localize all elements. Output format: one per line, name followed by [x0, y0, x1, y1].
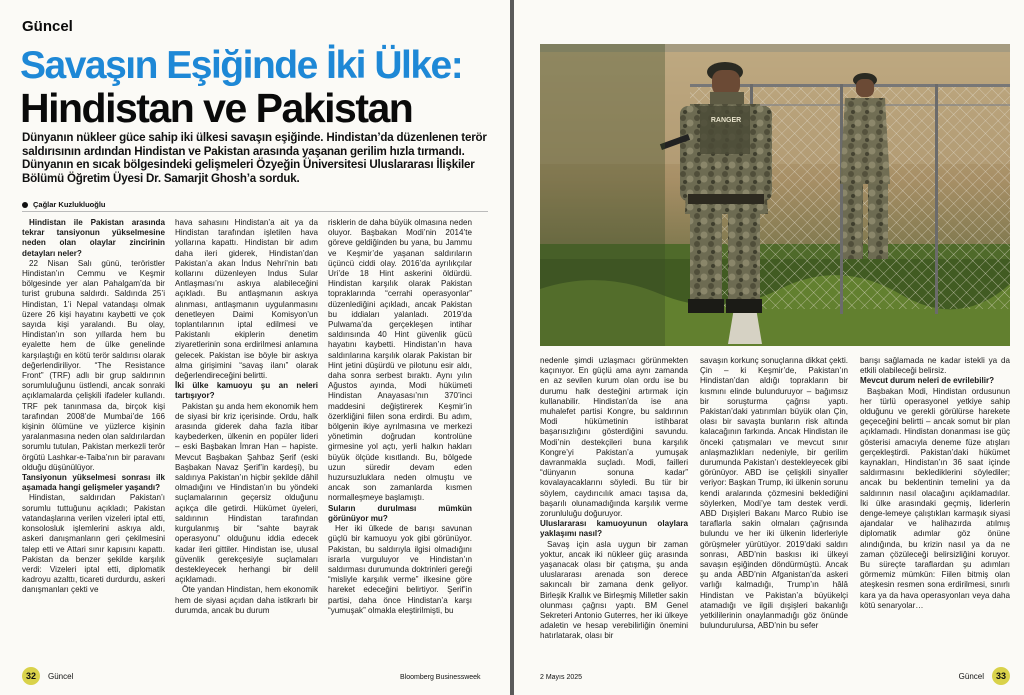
- left-page: [0, 0, 510, 695]
- question-heading: Hindistan ile Pakistan arasında tekrar tansiyonun yükselmesine neden olan olaylar zincirinin detayları neler?: [22, 218, 165, 258]
- folio-section-right: Güncel: [958, 671, 984, 681]
- body-paragraph: Hindistan, saldırıdan Pakistan’ı sorumlu tuttuğunu açıkladı; Pakistan vatandaşlarına verilen vizeleri iptal etti, konsolosluk işlemlerini askıya aldı, askeri danışmanların geri çekilmesini talep etti ve Attari sınır kapısını kapattı. Pakistan da benzer şekilde karşılık verdi: Vizeleri iptal etti, diplomatik kadroyu azalttı, ticareti durdurdu, askeri danışmanları çekti ve: [22, 493, 165, 595]
- body-paragraph: savaşın korkunç sonuçlarına dikkat çekti. Çin – ki Keşmir’de, Pakistan’ın Hindistan’dan aldığı toprakların bir kısmını elinde bulunduruyor – bağımsız bir soruşturma çağrısı yaptı. Pakistan’daki yatırımları büyük olan Çin, olası bir savaşta bunların risk altında kalacağının farkında. Ancak Hindistan ile önceki çatışmaları ve mevcut sınır anlaşmazlıkları nedeniyle, bir gerilim durumunda Pakistan’ı destekleyecek gibi görünüyor. ABD ise çelişkili sinyaller veriyor: Başkan Trump, iki ülkenin sorunu kendi aralarında çözmesini beklediğini söylerken, Modi’ye tam destek verdi. ABD Dışişleri Bakanı Marco Rubio ise taraflarla sakin olmaları çağrısında bulundu ve her iki ülkenin liderleriyle görüşmeler yürütüyor. 2019’daki saldırı sonrası, ABD’nin baskısı iki ülkeyi savaşın eşiğinden döndürmüştü. Ancak şu anda ABD’nin Afganistan’da askeri varlığı kalmadığı, Trump’ın hâlâ Hindistan ve Pakistan’a büyükelçi atamadığı ve ilgili dışişleri bakanlığı yetkililerinin onaylanmadığı göz önünde bulundurulursa, ABD’nin bu sefer: [700, 356, 848, 631]
- byline-rule: [22, 211, 488, 212]
- byline: [22, 200, 106, 209]
- right-folio: [959, 667, 1010, 685]
- right-page: [514, 0, 1024, 695]
- headline-line-1: Savaşın Eşiğinde İki Ülke:: [20, 44, 463, 87]
- publication-name: Bloomberg Businessweek: [400, 674, 481, 681]
- body-paragraph: Pakistan şu anda hem ekonomik hem de siyasi bir kriz içerisinde. Ordu, halk arasında giderek daha fazla itibar kaybederken, ülkenin en popüler lideri – eski Başbakan İmran Han – hapiste. Mevcut Başbakan Şahbaz Şerif (eski Başbakan Navaz Şerif’in kardeşi), bu saldırıya Pakistan’ın hiçbir şekilde dâhil olmadığını ve Hindistan’ın bu yöndeki suçlamalarının geçersiz olduğunu açıkça dile getirdi. Hükümet üyeleri, saldırının Hindistan tarafından kurgulanmış bir “sahte bayrak operasyonu” olduğunu iddia edecek kadar ileri gittiler. Hindistan ise, ulusal güvenlik gerekçesiyle suçlamaları destekleyecek herhangi bir delil açıklamadı.: [175, 401, 318, 585]
- lead-paragraph: Dünyanın nükleer güce sahip iki ülkesi savaşın eşiğinde. Hindistan’da düzenlenen terör saldırısının ardından Hindistan ve Pakistan arasında yaşanan gerilim hızla tırmandı. Dünyanın en sıcak bölgesindeki gelişmeleri Özyeğin Üniversitesi Uluslararası İlişkiler Bölümü Öğretim Üyesi Dr. Samarjit Ghosh’a sorduk.: [22, 131, 487, 185]
- folio-section-left: Güncel: [48, 671, 74, 681]
- question-heading: İki ülke kamuoyu şu an neleri tartışıyor?: [175, 381, 318, 401]
- body-paragraph: hava sahasını Hindistan’a ait ya da Hindistan tarafından işletilen hava yollarına kapattı. Hindistan bir adım daha ileri giderek, Hindistan’dan Pakistan’a akan İndus Nehri’nin batı kollarını düzenleyen Indus Sular Antlaşması’nı askıya alabileceğini açıkladı. Bu antlaşmanın askıya alınması, antlaşmanın uygulanmasını denetleyen Daimi Komisyon’un toplantılarının iptal edilmesi ve Pakistanlı ekiplerin denetim ziyaretlerinin sona erdirilmesi anlamına gelecek. Pakistan ise böyle bir askıya alma girişimini “savaş ilanı” olarak değerlendireceğini belirtti.: [175, 218, 318, 381]
- photo-illustration: [540, 44, 1010, 346]
- body-paragraph: 22 Nisan Salı günü, teröristler Hindistan’ın Cemmu ve Keşmir bölgesinde yer alan Pahalgam’da bir turist grubuna saldırdı. Saldırıda 25’i Hindistan, 1’i Nepal vatandaşı olmak üzere 26 kişi hayatını kaybetti ve çok sayıda kişi yaralandı. Bu olay, Hindistan’ın son yıllarda hem bu eyalette hem de ülke genelinde karşılaştığı en kötü terör saldırısı olarak değerlendiriliyor. “The Resistance Front” (TRF) adlı bir grup saldırının sorumluluğunu üstlendi, ancak sonraki açıklamalarda çelişkili ifadeler kullandı. TRF pek tanınmasa da, birçok kişi tarafından 2008’de Mumbai’de 166 kişinin ölümüne ve yüzlerce kişinin yaralanmasına neden olan saldırılardan sorumlu tutulan, Pakistan merkezli terör örgütü Lashkar-e-Taiba’nın bir paravanı olduğu düşünülüyor.: [22, 258, 165, 472]
- ranger-patch: RANGER: [710, 117, 742, 124]
- column-5: [700, 356, 848, 631]
- headline-line-2: Hindistan ve Pakistan: [20, 85, 413, 131]
- section-tag: Güncel: [22, 18, 73, 35]
- question-heading: Suların durulması mümkün görünüyor mu?: [328, 503, 472, 523]
- column-4: [540, 356, 688, 642]
- column-2: [175, 218, 318, 616]
- byline-bullet-icon: [22, 202, 28, 208]
- question-heading: Uluslararası kamuoyunun olaylara yaklaşımı nasıl?: [540, 519, 688, 539]
- question-heading: Mevcut durum neleri de evrilebilir?: [860, 376, 995, 386]
- page-number-right: 33: [992, 667, 1010, 685]
- byline-author: Çağlar Kuzlukluoğlu: [33, 200, 106, 209]
- page-number-left: 32: [22, 667, 40, 685]
- column-1: [22, 218, 165, 596]
- question-heading: Tansiyonun yükselmesi sonrası ilk aşamada hangi gelişmeler yaşandı?: [22, 473, 165, 493]
- publication-date: 2 Mayıs 2025: [540, 674, 583, 681]
- body-paragraph: Öte yandan Hindistan, hem ekonomik hem de siyasi açıdan daha istikrarlı bir durumda, ancak bu durum: [175, 585, 318, 615]
- body-paragraph: risklerin de daha büyük olmasına neden oluyor. Başbakan Modi’nin 2014’te göreve geldiğinden bu yana, bu Jammu ve Keşmir’de yaşanan saldırıların üçüncü ciddi olay. 2016’da ayrılıkçılar Uri’de 18 Hint askerini öldürdü. Hindistan karşılık olarak Pakistan topraklarında “cerrahi operasyonlar” düzenlediğini açıkladı, ancak Pakistan bu iddiaları yalanladı. 2019’da Pulwama’da gerçekleşen intihar saldırısında 40 Hint güvenlik gücü hayatını kaybetti. Hindistan’ın hava saldırılarına karşılık olarak Pakistan bir Hint jetini düşürdü ve pilotunu esir aldı, daha sonra serbest bıraktı. Aynı yılın Ağustos ayında, Modi hükümeti Hindistan Anayasası’nın 370’inci maddesini değiştirerek Keşmir’in özerkliğini fiilen sona erdirdi. Bu adım, bölgenin ikiye ayrılmasına ve merkezi yönetimin doğrudan kontrolüne girmesine yol açtı, yerli halkın hakları büyük ölçüde kısıtlandı. Bu, bölgede uzun süredir devam eden huzursuzluklara neden olmuştu ve ancak son zamanlarda kısmen normalleşmeye başlamıştı.: [328, 218, 472, 503]
- body-paragraph: barışı sağlamada ne kadar istekli ya da etkili olabileceği belirsiz.: [860, 356, 1010, 376]
- column-6: [860, 356, 1010, 611]
- photo-border-guards: [540, 44, 1010, 346]
- body-paragraph: Başbakan Modi, Hindistan ordusunun her türlü operasyonel yetkiye sahip olduğunu ve gerekli görülürse harekete geçeceğini belirtti – ancak somut bir plan açıklamadı. Hindistan donanması ise güç gösterisi amacıyla deneme füze atışları gerçekleştirdi. Pakistan’daki hükümet kaynakları, Hindistan’ın 36 saat içinde saldırmasını beklediklerini söylediler; ancak bu beklentinin temelini ya da saldırının nasıl olacağını açıklamadılar. İki ülke arasındaki geçmiş, liderlerin denge-lemeye çalıştıkları karmaşık siyasi ajandalar ve halihazırda atılmış diplomatik adımlar göz önüne alındığında, bu krizin nasıl ya da ne zaman çözüleceği belirsizliğini koruyor. Bu süreçte taraflardan şu adımları görmemiz mümkün: Fiilen bitmiş olan ateşkesin resmen sona erdirilmesi, sınırlı kara ya da hava operasyonları veya daha kötü senaryolar…: [860, 386, 1010, 610]
- column-3: [328, 218, 472, 616]
- body-paragraph: nedenle şimdi uzlaşmacı görünmekten kaçınıyor. En güçlü ama aynı zamanda en az sevilen kurum olan ordu ise bu durumu halk desteğini artırmak için kullanabilir. Hindistan’da ise ana muhalefet partisi Kongre, bu saldırının Modi hükümetinin istihbarat başarısızlığını gösterdiğini savundu. Modi’nin destekçileri buna karşılık Kongre’yi Pakistan’a yumuşak davranmakla suçladı. Modi, failleri “dünyanın sonuna kadar” kovalayacaklarını söyledi. Bu tür bir söylem, caydırıcılık amacı taşısa da, başarılı olunamadığında karşılık verme zorunluluğu doğuruyor.: [540, 356, 688, 519]
- body-paragraph: Her iki ülkede de barışı savunan güçlü bir kamuoyu yok gibi görünüyor. Pakistan, bu saldırıyla ilgisi olmadığını israrla vurguluyor ve Hindistan’ın saldırması durumunda doktrinleri gereği “misliyle karşılık verme” ilkesine göre hareket edeceğini belirtiyor. Şerif’in partisi, daha önce Hindistan’a karşı “yumuşak” olmakla eleştirilmişti, bu: [328, 524, 472, 615]
- body-paragraph: Savaş için asla uygun bir zaman yoktur, ancak iki nükleer güç arasında yaşanacak olası bir çatışma, şu anda uluslararası arenada son derece sakıncalı bir zamana denk geliyor. Birleşik Krallık ve Birleşmiş Milletler sakin olunması çağrısı yaptı. BM Genel Sekreteri Antonio Guterres, her iki ülkeye adaletin ve hesap verebilirliğin önemini hatırlatarak, olası bir: [540, 539, 688, 641]
- left-folio: [22, 667, 73, 685]
